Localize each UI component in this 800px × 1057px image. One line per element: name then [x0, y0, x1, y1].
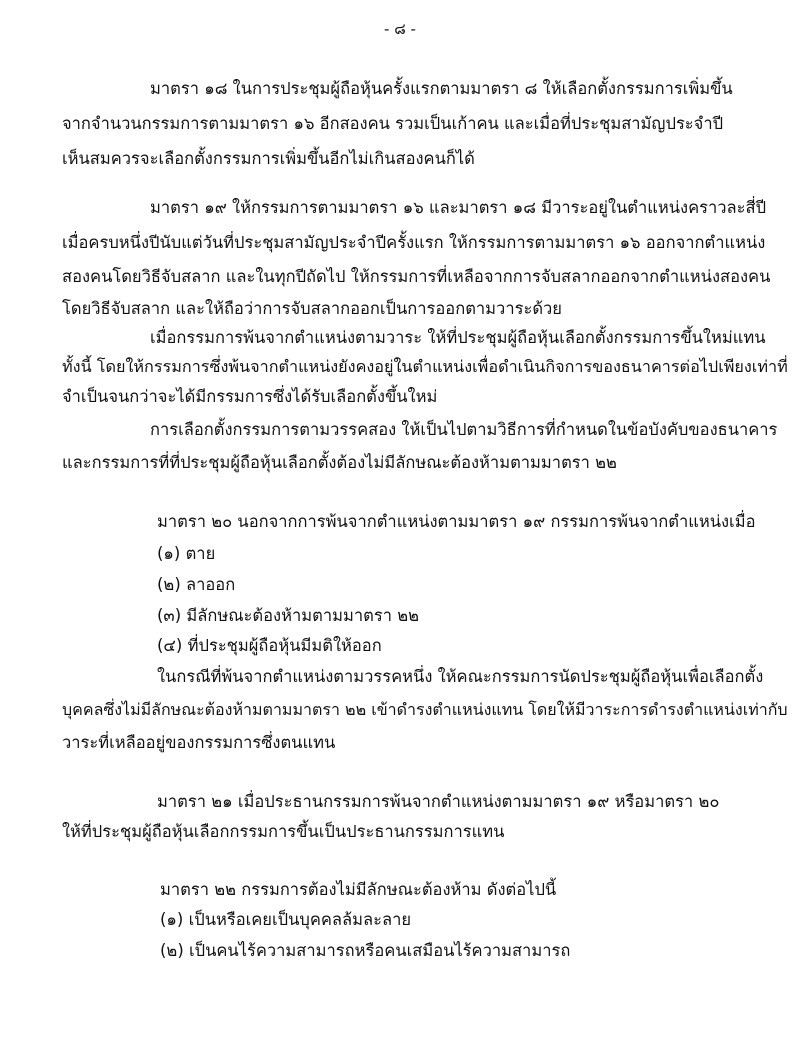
section-21-line-2: ให้ที่ประชุมผู้ถือหุ้นเลือกกรรมการขึ้นเป็นประธานกรรมการแทน	[62, 822, 505, 841]
section-20-item: (๒) ลาออก	[157, 575, 236, 594]
section-19-para-3-line-1: การเลือกตั้งกรรมการตามวรรคสอง ให้เป็นไปตามวิธีการที่กำหนดในข้อบังคับของธนาคาร	[150, 420, 778, 439]
section-19-line-3: สองคนโดยวิธีจับสลาก และในทุกปีถัดไป ให้กรรมการที่เหลือจากการจับสลากออกจากตำแหน่งสองคน	[62, 267, 771, 286]
section-19-para-2-line-2: ทั้งนี้ โดยให้กรรมการซึ่งพ้นจากตำแหน่งยังคงอยู่ในตำแหน่งเพื่อดำเนินกิจการของธนาคารต่อไปเพียงเท่าที่	[62, 357, 788, 376]
section-19-line-2: เมื่อครบหนึ่งปีนับแต่วันที่ประชุมสามัญประจำปีครั้งแรก ให้กรรมการตามมาตรา ๑๖ ออกจากตำแหน่ง	[62, 233, 766, 252]
section-20-item: (๑) ตาย	[157, 544, 216, 563]
section-22-line-1: มาตรา ๒๒ กรรมการต้องไม่มีลักษณะต้องห้าม ดังต่อไปนี้	[160, 880, 557, 899]
section-18-line-1: มาตรา ๑๘ ในการประชุมผู้ถือหุ้นครั้งแรกตามมาตรา ๘ ให้เลือกตั้งกรรมการเพิ่มขึ้น	[150, 79, 733, 98]
section-22-item: (๒) เป็นคนไร้ความสามารถหรือคนเสมือนไร้ความสามารถ	[160, 941, 571, 960]
section-18-line-2: จากจำนวนกรรมการตามมาตรา ๑๖ อีกสองคน รวมเป็นเก้าคน และเมื่อที่ประชุมสามัญประจำปี	[62, 114, 724, 133]
section-19-para-3-line-2: และกรรมการที่ที่ประชุมผู้ถือหุ้นเลือกตั้งต้องไม่มีลักษณะต้องห้ามตามมาตรา ๒๒	[62, 453, 617, 472]
section-20-para-2-line-2: บุคคลซึ่งไม่มีลักษณะต้องห้ามตามมาตรา ๒๒ เข้าดำรงตำแหน่งแทน โดยให้มีวาระการดำรงตำแหน่งเท่ากับ	[62, 700, 788, 719]
section-19-line-1: มาตรา ๑๙ ให้กรรมการตามมาตรา ๑๖ และมาตรา ๑๘ มีวาระอยู่ในตำแหน่งคราวละสี่ปี	[150, 198, 767, 217]
section-19-para-2-line-3: จำเป็นจนกว่าจะได้มีกรรมการซึ่งได้รับเลือกตั้งขึ้นใหม่	[62, 387, 438, 406]
section-20-item: (๓) มีลักษณะต้องห้ามตามมาตรา ๒๒	[157, 606, 419, 625]
section-22-item: (๑) เป็นหรือเคยเป็นบุคคลล้มละลาย	[160, 910, 412, 929]
section-20-para-2-line-1: ในกรณีที่พ้นจากตำแหน่งตามวรรคหนึ่ง ให้คณะกรรมการนัดประชุมผู้ถือหุ้นเพื่อเลือกตั้ง	[157, 667, 764, 686]
section-18-line-3: เห็นสมควรจะเลือกตั้งกรรมการเพิ่มขึ้นอีกไม่เกินสองคนก็ได้	[62, 149, 475, 168]
section-20-para-2-line-3: วาระที่เหลืออยู่ของกรรมการซึ่งตนแทน	[62, 733, 336, 752]
section-20-item: (๔) ที่ประชุมผู้ถือหุ้นมีมติให้ออก	[157, 636, 382, 655]
section-19-para-2-line-1: เมื่อกรรมการพ้นจากตำแหน่งตามวาระ ให้ที่ประชุมผู้ถือหุ้นเลือกตั้งกรรมการขึ้นใหม่แทน	[150, 328, 766, 347]
section-21-line-1: มาตรา ๒๑ เมื่อประธานกรรมการพ้นจากตำแหน่งตามมาตรา ๑๙ หรือมาตรา ๒๐	[157, 792, 720, 811]
section-19-line-4: โดยวิธีจับสลาก และให้ถือว่าการจับสลากออกเป็นการออกตามวาระด้วย	[62, 299, 562, 318]
section-20-line-1: มาตรา ๒๐ นอกจากการพ้นจากตำแหน่งตามมาตรา ๑๙ กรรมการพ้นจากตำแหน่งเมื่อ	[157, 512, 756, 531]
page-number: - ๘ -	[384, 20, 416, 38]
